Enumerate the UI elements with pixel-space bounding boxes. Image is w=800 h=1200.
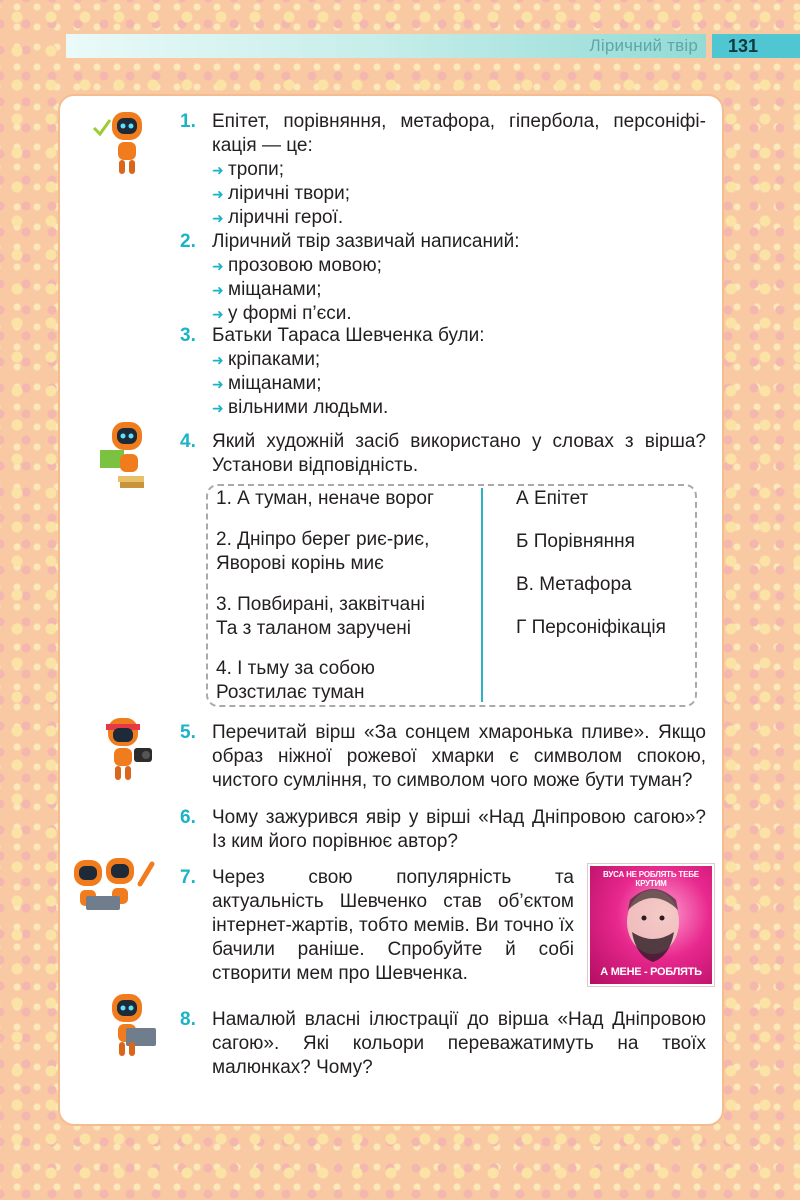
shevchenko-meme-image (588, 864, 714, 986)
quote-line: Яворові корінь миє (216, 553, 384, 574)
option-text: вільними людьми. (228, 397, 389, 418)
answer-option (212, 254, 706, 278)
page-number: 131 (712, 34, 800, 58)
robots-pair-icon (72, 856, 162, 920)
question-4 (180, 430, 706, 478)
answer-option (212, 158, 706, 182)
question-number: 2. (180, 231, 196, 252)
question-text: Намалюй власні ілюстрації до вірша «Над Дніпровою сагою». Які кольори переважатимуть на твоїх малюнках? Чому? (212, 1009, 706, 1078)
match-divider (481, 488, 483, 702)
option-text: кріпаками; (228, 349, 321, 370)
match-right-item: Б Порівняння (516, 531, 635, 552)
quote-line: 1. А туман, неначе ворог (216, 488, 434, 509)
match-left-item (216, 528, 429, 576)
arrow-right-icon: ➜ (212, 376, 224, 392)
portrait-illustration (614, 882, 692, 968)
question-text: Чому зажурився явір у вірші «Над Дніпровою сагою»? Із ким його порівнює автор? (212, 807, 706, 852)
option-text: тропи; (228, 159, 285, 180)
match-left-item (216, 593, 425, 641)
quote-line: 3. Повбирані, заквітчані (216, 594, 425, 615)
question-text: Епітет, порівняння, метафора, гіпербола, персоніфі-кація — це: (212, 111, 706, 156)
question-2 (180, 230, 706, 326)
robot-check-icon (92, 108, 152, 178)
option-text: ліричні герої. (228, 207, 344, 228)
option-text: міщанами; (228, 373, 322, 394)
answer-option (212, 206, 706, 230)
question-text: Перечитай вірш «За сонцем хмаронька пливе». Якщо образ ніжної рожевої хмарки є символом спокою, чистого сумління, то символом чого може бути туман? (212, 722, 706, 791)
option-text: прозовою мовою; (228, 255, 382, 276)
question-7 (180, 866, 574, 986)
arrow-right-icon: ➜ (212, 306, 224, 322)
answer-option (212, 396, 706, 420)
answer-option (212, 302, 706, 326)
robot-reading-icon (98, 420, 152, 490)
question-text: Який художній засіб використано у словах з вірша? Установи відповідність. (212, 431, 706, 476)
quote-line: 2. Дніпро берег риє-риє, (216, 529, 430, 550)
arrow-right-icon: ➜ (212, 352, 224, 368)
section-title: Ліричний твір (589, 36, 698, 55)
answer-option (212, 182, 706, 206)
match-right-item: В. Метафора (516, 574, 632, 595)
quote-line: 4. І тьму за собою (216, 658, 375, 679)
meme-top-text: ВУСА НЕ РОБЛЯТЬ ТЕБЕ КРУТИМ (603, 870, 699, 888)
robot-tablet-icon (102, 990, 162, 1060)
question-number: 4. (180, 431, 196, 452)
robot-camera-icon (100, 714, 160, 784)
arrow-right-icon: ➜ (212, 400, 224, 416)
question-6 (180, 806, 706, 854)
arrow-right-icon: ➜ (212, 162, 224, 178)
quote-line: Розстилає туман (216, 682, 365, 703)
question-8 (180, 1008, 706, 1080)
meme-bottom-text: А МЕНЕ - РОБЛЯТЬ (600, 966, 702, 978)
arrow-right-icon: ➜ (212, 282, 224, 298)
question-number: 8. (180, 1009, 196, 1030)
question-3 (180, 324, 706, 420)
option-text: міщанами; (228, 279, 322, 300)
match-left-item (216, 657, 375, 705)
option-text: у формі п’єси. (228, 303, 352, 324)
match-left-item (216, 487, 434, 511)
answer-option (212, 348, 706, 372)
question-number: 3. (180, 325, 196, 346)
question-text: Через свою популярність та актуальність Шевченко став об’єктом інтернет-жартів, тобто мемів. Ви точно їх бачили раніше. Спробуйте й собі створити мем про Шевченка. (212, 867, 574, 984)
answer-option (212, 278, 706, 302)
question-text: Ліричний твір зазвичай написаний: (212, 231, 520, 252)
question-1 (180, 110, 706, 230)
quote-line: Та з таланом заручені (216, 618, 412, 639)
match-right-item: Г Персоніфікація (516, 617, 666, 638)
question-number: 5. (180, 722, 196, 743)
arrow-right-icon: ➜ (212, 186, 224, 202)
arrow-right-icon: ➜ (212, 210, 224, 226)
answer-option (212, 372, 706, 396)
question-number: 7. (180, 867, 196, 888)
question-number: 1. (180, 111, 196, 132)
option-text: ліричні твори; (228, 183, 350, 204)
arrow-right-icon: ➜ (212, 258, 224, 274)
question-5 (180, 721, 706, 793)
match-right-item: А Епітет (516, 488, 589, 509)
question-text: Батьки Тараса Шевченка були: (212, 325, 485, 346)
question-number: 6. (180, 807, 196, 828)
